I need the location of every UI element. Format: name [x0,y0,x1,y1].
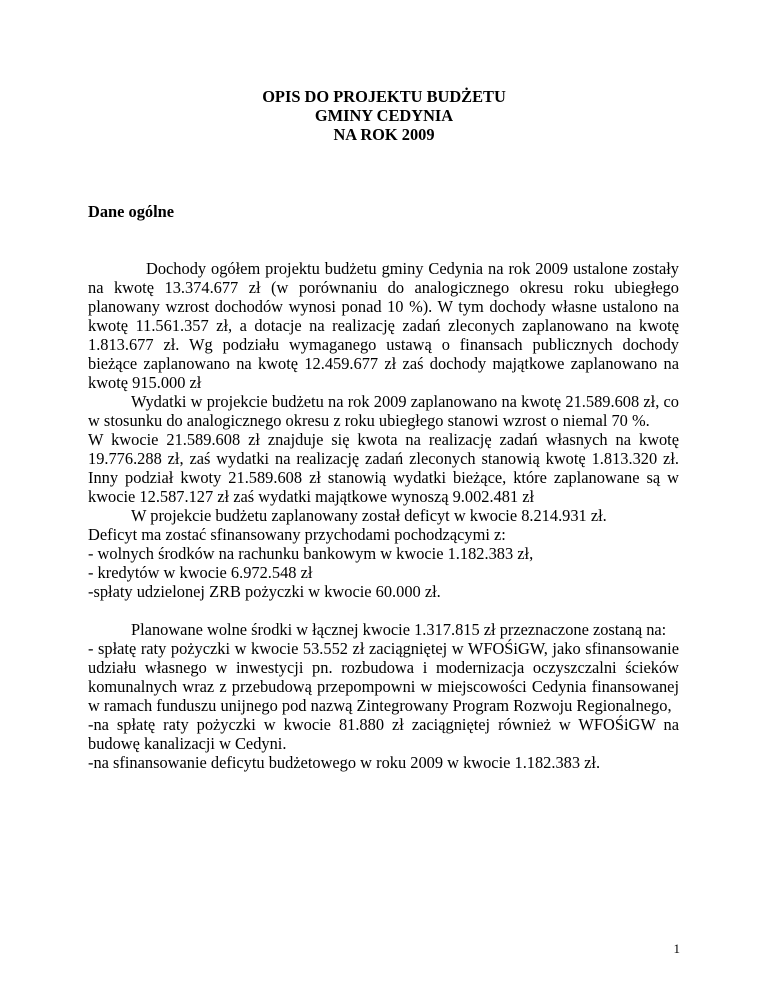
list-item: -spłaty udzielonej ZRB pożyczki w kwocie 60.000 zł. [88,582,441,601]
list-item: - spłatę raty pożyczki w kwocie 53.552 zł zaciągniętej w WFOŚiGW, jako sfinansowanie udziału własnego w inwestycji pn. rozbudowa i modernizacja oczyszczalni ścieków komunalnych wraz z przebudową przepompowni w miejscowości Cedynia finansowanej w ramach funduszu unijnego pod nazwą Zintegrowany Program Rozwoju Regionalnego, [88,639,679,715]
list-item: - kredytów w kwocie 6.972.548 zł [88,563,313,582]
list-item: - wolnych środków na rachunku bankowym w kwocie 1.182.383 zł, [88,544,534,563]
title-line-3: NA ROK 2009 [333,125,435,144]
paragraph-expenditure: Wydatki w projekcie budżetu na rok 2009 zaplanowano na kwotę 21.589.608 zł, co w stosunku do analogicznego okresu z roku ubiegłego stanowi wzrost o niemal 70 %. [88,392,679,430]
paragraph-deficit: W projekcie budżetu zaplanowany został deficyt w kwocie 8.214.931 zł. [131,506,607,525]
list-item: -na sfinansowanie deficytu budżetowego w roku 2009 w kwocie 1.182.383 zł. [88,753,601,772]
paragraph-expenditure-split: W kwocie 21.589.608 zł znajduje się kwota na realizację zadań własnych na kwotę 19.776.288 zł, zaś wydatki na realizację zadań zleconych stanowią kwotę 1.813.320 zł. Inny podział kwoty 21.589.608 zł stanowią wydatki bieżące, które zaplanowane są w kwocie 12.587.127 zł zaś wydatki majątkowe wynoszą 9.002.481 zł [88,430,679,506]
paragraph-revenue: Dochody ogółem projektu budżetu gminy Cedynia na rok 2009 ustalone zostały na kwotę 13.374.677 zł (w porównaniu do analogicznego okresu roku ubiegłego planowany wzrost dochodów wynosi ponad 10 %). W tym dochody własne ustalono na kwotę 11.561.357 zł, a dotacje na realizację zadań zleconych zaplanowano na kwotę 1.813.677 zł. Wg podziału wymaganego ustawą o finansach publicznych dochody bieżące zaplanowano na kwotę 12.459.677 zł zaś dochody majątkowe zaplanowano na kwotę 915.000 zł [88,259,679,392]
title-line-1: OPIS DO PROJEKTU BUDŻETU [262,87,506,106]
document-title [0,87,768,144]
list-item: -na spłatę raty pożyczki w kwocie 81.880 zł zaciągniętej również w WFOŚiGW na budowę kanalizacji w Cedyni. [88,715,679,753]
paragraph-gap [88,601,679,620]
section-heading: Dane ogólne [88,202,175,221]
body-text [88,259,679,772]
page-number: 1 [673,941,680,956]
title-line-2: GMINY CEDYNIA [314,106,454,125]
paragraph-free-funds: Planowane wolne środki w łącznej kwocie 1.317.815 zł przeznaczone zostaną na: [131,620,667,639]
paragraph-deficit-financing: Deficyt ma zostać sfinansowany przychodami pochodzącymi z: [88,525,506,544]
